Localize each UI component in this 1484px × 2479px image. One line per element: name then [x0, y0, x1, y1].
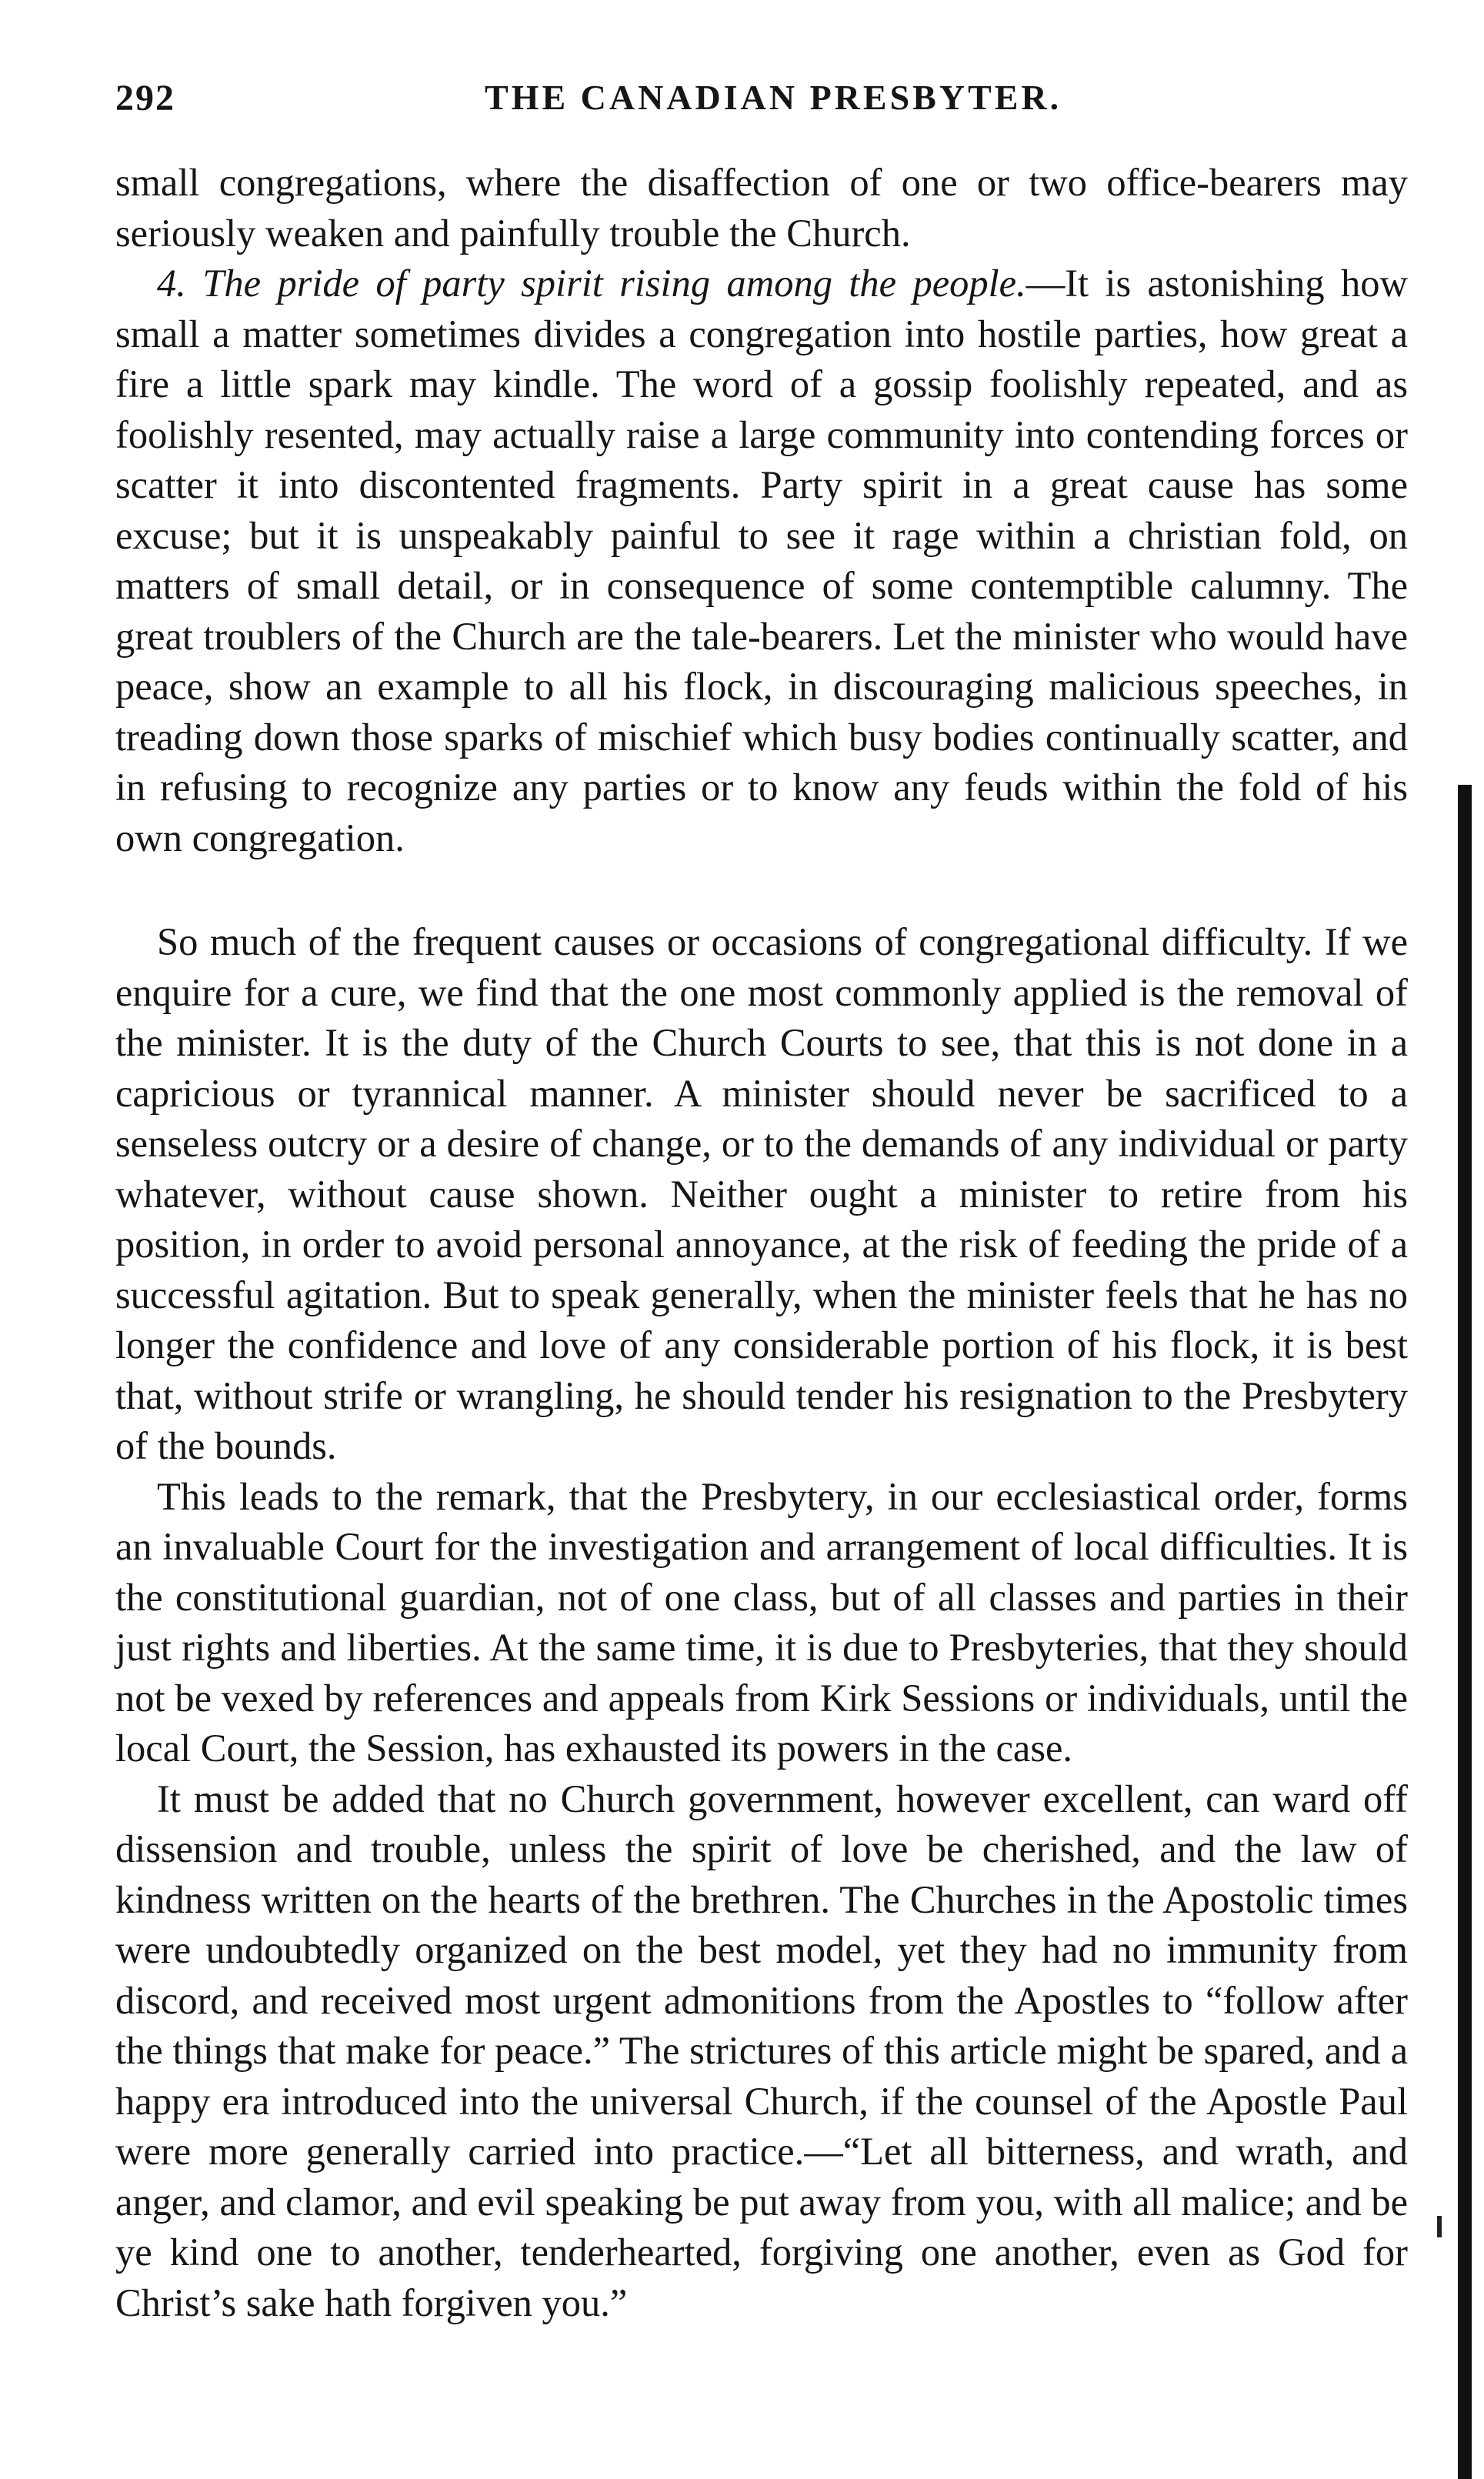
running-head [115, 77, 1385, 131]
paragraph-presbytery: This leads to the remark, that the Presbytery, in our ecclesiastical order, forms an invaluable Court for the investigation and arrangement of local difficulties. It is the constitutional guardian, not of one class, but of all classes and parties in their just rights and liberties. At the same time, it is due to Presbyteries, that they should not be vexed by references and appeals from Kirk Sessions or individuals, until the local Court, the Session, has exhausted its powers in the case. [115, 1474, 1408, 1770]
paragraph-continuation: small congregations, where the disaffection of one or two office-bearers may seriously weaken and painfully trouble the Church. [115, 161, 1408, 255]
paragraph-point-4 [115, 259, 1408, 863]
scan-margin-edge [1458, 785, 1472, 2479]
paragraph-conclusion: It must be added that no Church government, however excellent, can ward off dissension and trouble, unless the spirit of love be cherished, and the law of kindness written on the hearts of the brethren. The Churches in the Apostolic times were undoubtedly organized on the best model, yet they had no immunity from discord, and received most urgent admonitions from the Apostles to “follow after the things that make for peace.” The strictures of this article might be spared, and a happy era introduced into the universal Church, if the counsel of the Apostle Paul were more generally carried into practice.—“Let all bitterness, and wrath, and anger, and clamor, and evil speaking be put away from you, with all malice; and be ye kind one to another, tenderhearted, forgiving one another, even as God for Christ’s sake hath forgiven you.” [115, 1777, 1408, 2324]
point-4-heading: 4. The pride of party spirit rising among the people. [157, 262, 1026, 305]
page-number: 292 [115, 78, 175, 118]
article-body [115, 158, 1408, 2328]
paragraph-remedy: So much of the frequent causes or occasions of congregational difficulty. If we enquire for a cure, we find that the one most commonly applied is the removal of the minister. It is the duty of the Church Courts to see, that this is not done in a capricious or tyrannical manner. A minister should never be sacrificed to a senseless outcry or a desire of change, or to the demands of any individual or party whatever, without cause shown. Neither ought a minister to retire from his position, in order to avoid personal annoyance, at the risk of feeding the pride of a successful agitation. But to speak generally, when the minister feels that he has no longer the confidence and love of any considerable portion of his flock, it is best that, without strife or wrangling, he should tender his resignation to the Presbytery of the bounds. [115, 920, 1408, 1467]
journal-title: THE CANADIAN PRESBYTER. [485, 78, 1062, 117]
point-4-body: —It is astonishing how small a matter sometimes divides a congregation into hostile parties, how great a fire a little spark may kindle. The word of a gossip foolishly repeated, and as foolishly resented, may actually raise a large community into contending forces or scatter it into discontented fragments. Party spirit in a great cause has some excuse; but it is unspeakably painful to see it rage within a christian fold, on matters of small detail, or in consequence of some contemptible calumny. The great troublers of the Church are the tale-bearers. Let the minister who would have peace, show an example to all his flock, in discouraging malicious speeches, in treading down those sparks of mischief which busy bodies continually scatter, and in refusing to recognize any parties or to know any feuds within the fold of his own congregation. [115, 262, 1408, 859]
scan-mark [1437, 2216, 1442, 2237]
